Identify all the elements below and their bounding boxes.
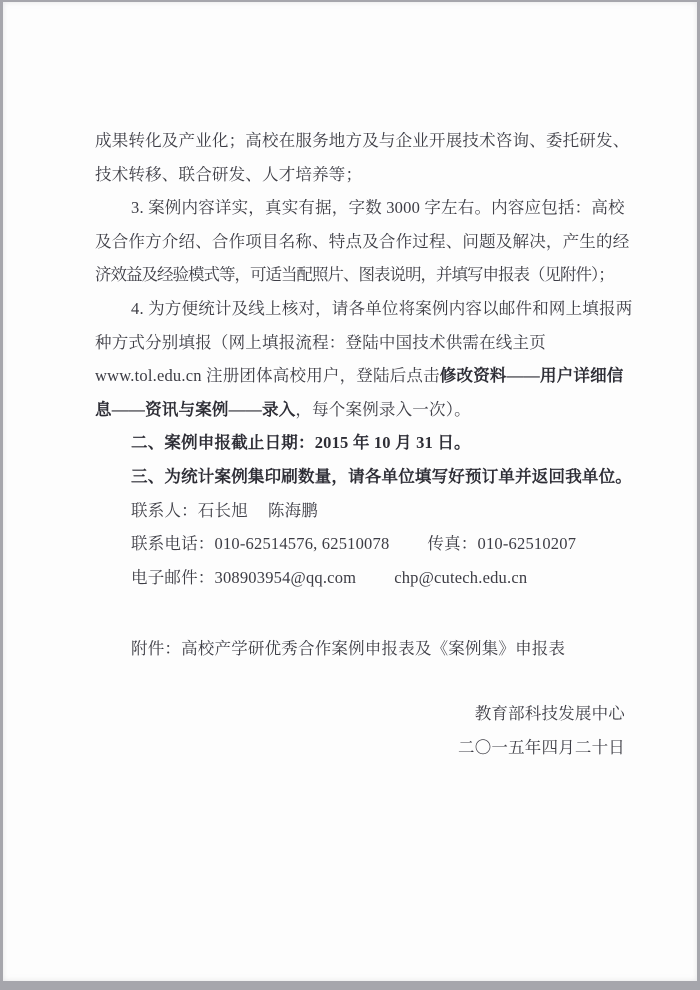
list-item-4-line: 种方式分别填报（网上填报流程：登陆中国技术供需在线主页: [95, 332, 546, 352]
website-url-text: www.tol.edu.cn 注册团体高校用户，登陆后点击: [95, 366, 440, 386]
document-page: [3, 2, 697, 981]
contact-email-secondary: chp@cutech.edu.cn: [394, 567, 528, 587]
contact-email-line: [95, 561, 619, 595]
list-item-4-line: 4. 为方便统计及线上核对，请各单位将案例内容以邮件和网上填报两: [131, 298, 633, 318]
deadline-item: 二、案例申报截止日期：2015 年 10 月 31 日。: [131, 433, 471, 453]
print-order-item: 三、为统计案例集印刷数量，请各单位填写好预订单并返回我单位。: [131, 466, 632, 486]
signature-date: 二〇一五年四月二十日: [458, 737, 625, 757]
signature-block: [95, 697, 625, 764]
contact-fax: 传真：010-62510207: [427, 534, 577, 554]
body-line-continuation: 技术转移、联合研发、人才培养等；: [95, 164, 363, 184]
contact-person-primary: 联系人：石长旭: [131, 500, 248, 520]
instruction-tail-text: ，每个案例录入一次）。: [295, 399, 471, 419]
attachment-line: 附件：高校产学研优秀合作案例申报表及《案例集》申报表: [131, 639, 566, 659]
list-item-3-line: 3. 案例内容详实，真实有据，字数 3000 字左右。内容应包括：高校: [131, 198, 625, 218]
contact-phone: 联系电话：010-62514576, 62510078: [131, 534, 390, 554]
menu-path-bold-text: 修改资料——用户详细信: [439, 366, 624, 386]
menu-path-bold-text: 息——资讯与案例——录入: [95, 399, 296, 419]
signature-org: 教育部科技发展中心: [474, 703, 625, 723]
website-instruction-line: [95, 393, 619, 427]
contact-email-primary: 电子邮件：308903954@qq.com: [131, 567, 357, 587]
contact-person-secondary: 陈海鹏: [267, 500, 319, 520]
contact-phone-line: [95, 527, 619, 561]
website-instruction-line: [95, 359, 624, 393]
document-body: [95, 124, 633, 764]
contact-person-line: [95, 494, 619, 528]
body-line-continuation: 成果转化及产业化；高校在服务地方及与企业开展技术咨询、委托研发、: [95, 131, 630, 150]
list-item-3-line: 济效益及经验模式等，可适当配照片、图表说明，并填写申报表（见附件）；: [95, 265, 614, 285]
list-item-3-line: 及合作方介绍、合作项目名称、特点及合作过程、问题及解决，产生的经: [95, 231, 630, 251]
